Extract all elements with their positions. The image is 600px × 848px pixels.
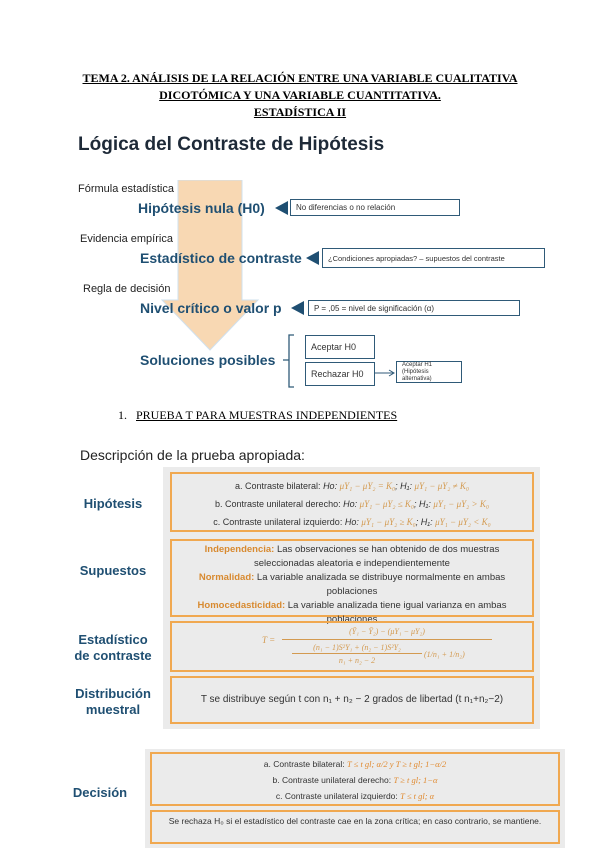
decision-line: c. Contraste unilateral izquierdo: T ≤ t gl; α <box>275 791 435 801</box>
accept-h0-box: Aceptar H0 <box>305 335 375 359</box>
estadistico-label: Estadístico de contraste <box>74 632 152 663</box>
supuestos-box <box>170 539 534 625</box>
description-title: Descripción de la prueba apropiada: <box>80 447 305 463</box>
reject-h0-box: Rechazar H0 <box>305 362 375 386</box>
decision-line: b. Contraste unilateral derecho: T ≥ t gl; 1−α <box>272 775 438 785</box>
supuesto-item: Independencia: Las observaciones se han obtenido de dos muestras seleccionadas aleatoria e independientemente <box>204 544 500 569</box>
section-title: PRUEBA T PARA MUESTRAS INDEPENDIENTES <box>136 408 398 422</box>
hipotesis-line: c. Contraste unilateral izquierdo: Ho: μY₁ − μY₂ ≥ K₀; H₁: μY₁ − μY₂ < K₀ <box>213 517 491 527</box>
note-box: No diferencias o no relación <box>290 199 460 216</box>
step-heading: Estadístico de contraste <box>140 250 302 266</box>
header-line-2: DICOTÓMICA Y UNA VARIABLE CUANTITATIVA. <box>159 88 441 102</box>
formula-factor: (1/n₁ + 1/n₂) <box>424 650 465 659</box>
note-box: P = ,05 = nivel de significación (α) <box>308 300 520 316</box>
pointer-triangle-icon <box>291 301 304 315</box>
accept-h1-box: Aceptar H1 (Hipótesis alternativa) <box>396 361 462 383</box>
step-label: Evidencia empírica <box>80 233 173 245</box>
formula-numerator: (Ȳ₁ − Ȳ₂) − (μY₁ − μY₂) <box>282 625 492 640</box>
hipotesis-box <box>170 472 534 532</box>
estadistico-box <box>170 621 534 672</box>
distribucion-label: Distribución muestral <box>75 686 151 717</box>
header-line-1: TEMA 2. ANÁLISIS DE LA RELACIÓN ENTRE UNA VARIABLE CUALITATIVA <box>82 71 518 85</box>
step-label: Fórmula estadística <box>78 183 174 195</box>
pointer-triangle-icon <box>275 201 288 215</box>
note-box: ¿Condiciones apropiadas? – supuestos del contraste <box>322 248 545 268</box>
decision-rule-box: Se rechaza H₀ si el estadístico del contraste cae en la zona crítica; en caso contrario, se mantiene. <box>150 810 560 844</box>
formula-denominator-bottom: n₁ + n₂ − 2 <box>338 656 376 665</box>
formula-denominator-top: (n₁ − 1)S²Y₁ + (n₂ − 1)S²Y₂ <box>292 642 422 654</box>
step-label: Regla de decisión <box>83 283 171 295</box>
solutions-heading: Soluciones posibles <box>140 352 276 368</box>
supuestos-label: Supuestos <box>79 563 147 578</box>
header-line-3: ESTADÍSTICA II <box>253 105 347 119</box>
supuesto-item: Normalidad: La variable analizada se distribuye normalmente en ambas poblaciones <box>198 572 506 597</box>
right-arrow-icon <box>375 368 397 378</box>
pointer-triangle-icon <box>306 251 319 265</box>
step-heading: Hipótesis nula (H0) <box>138 200 265 216</box>
step-heading: Nivel crítico o valor p <box>140 300 282 316</box>
decision-line: a. Contraste bilateral: T ≤ t gl; α/2 y T ≥ t gl; 1−α/2 <box>263 759 447 769</box>
logic-title: Lógica del Contraste de Hipótesis <box>78 134 385 155</box>
hipotesis-line: b. Contraste unilateral derecho: Ho: μY₁ − μY₂ ≤ K₀; H₁: μY₁ − μY₂ > K₀ <box>215 499 489 509</box>
hipotesis-label: Hipótesis <box>83 496 143 511</box>
bracket-icon <box>280 334 300 388</box>
section-number: 1. <box>118 408 127 422</box>
decision-box <box>150 752 560 806</box>
formula-lhs: T = <box>262 635 276 645</box>
distribucion-box: T se distribuye según t con n₁ + n₂ − 2 grados de libertad (t n₁+n₂−2) <box>170 676 534 724</box>
decision-label: Decisión <box>72 785 128 800</box>
section-heading <box>118 408 397 423</box>
hipotesis-line: a. Contraste bilateral: Ho: μY₁ − μY₂ = K₀; H₁: μY₁ − μY₂ ≠ K₀ <box>235 481 469 491</box>
supuesto-item: Homocedasticidad: La variable analizada tiene igual varianza en ambas poblaciones <box>197 600 507 625</box>
